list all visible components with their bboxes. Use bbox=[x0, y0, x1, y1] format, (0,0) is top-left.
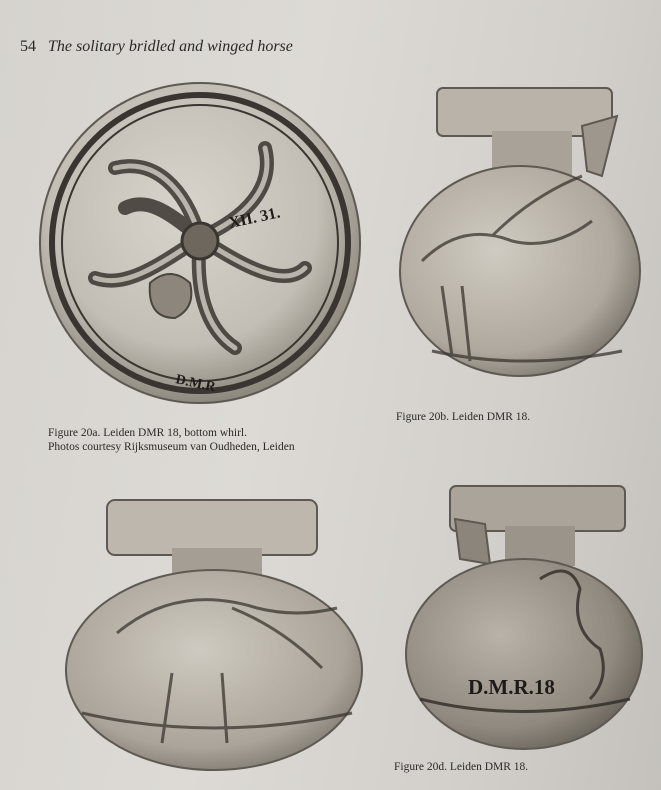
figure-20d-photo bbox=[400, 484, 648, 754]
page-number: 54 bbox=[20, 38, 36, 55]
figure-20b-photo bbox=[392, 86, 647, 386]
figure-20c-photo bbox=[62, 498, 367, 778]
figure-20d-caption: Figure 20d. Leiden DMR 18. bbox=[394, 761, 529, 773]
running-title: The solitary bridled and winged horse bbox=[48, 38, 293, 55]
figure-20a-caption bbox=[48, 426, 295, 454]
vase-inscription: XII. 31. bbox=[227, 204, 282, 232]
caption-line: Photos courtesy Rijksmuseum van Oudheden, Leiden bbox=[48, 441, 295, 453]
figure-20b-caption: Figure 20b. Leiden DMR 18. bbox=[396, 411, 531, 423]
running-header bbox=[20, 38, 293, 56]
rim-inscription: D.M.R bbox=[174, 372, 217, 396]
caption-line: Figure 20a. Leiden DMR 18, bottom whirl. bbox=[48, 427, 247, 439]
vase-inscription: D.M.R.18 bbox=[468, 675, 555, 699]
figure-20a-photo bbox=[35, 78, 365, 408]
